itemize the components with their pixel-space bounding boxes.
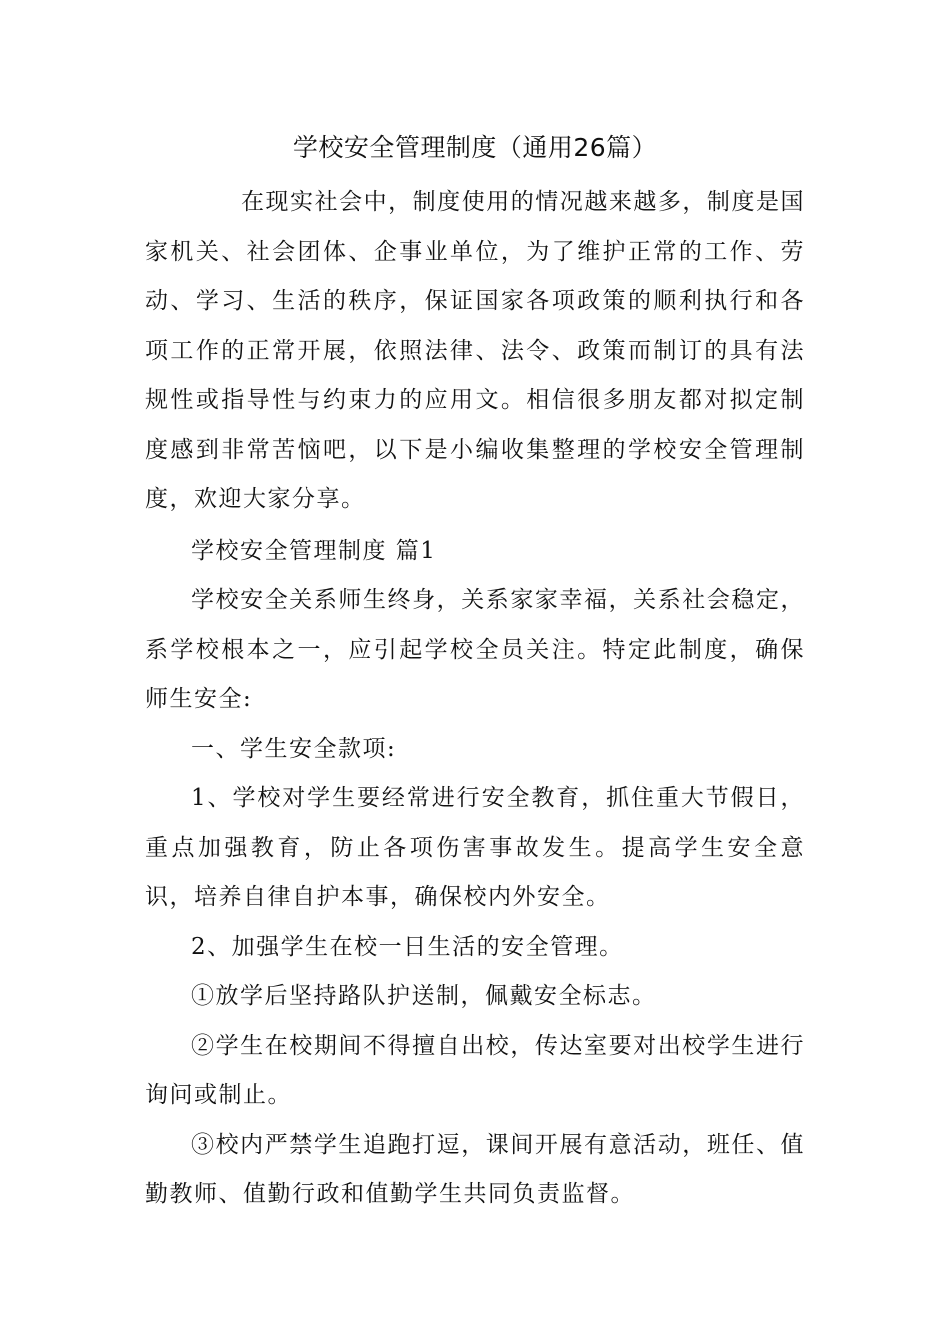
- list-item-1: 1、学校对学生要经常进行安全教育，抓住重大节假日，重点加强教育，防止各项伤害事故发生。提高学生安全意识，培养自律自护本事，确保校内外安全。: [145, 785, 805, 910]
- paragraph-purpose: 学校安全关系师生终身，关系家家幸福，关系社会稳定，系学校根本之一，应引起学校全员关注。特定此制度，确保师生安全:: [145, 587, 805, 712]
- document-body: [145, 178, 805, 1220]
- section-heading-1: 学校安全管理制度 篇1: [191, 537, 437, 564]
- list-item-2: 2、加强学生在校一日生活的安全管理。: [191, 933, 624, 960]
- sub-item-3: ③校内严禁学生追跑打逗，课间开展有意活动，班任、值勤教师、值勤行政和值勤学生共同负责监督。: [145, 1131, 805, 1207]
- sub-item-2: ②学生在校期间不得擅自出校，传达室要对出校学生进行询问或制止。: [145, 1032, 805, 1108]
- document-title: 学校安全管理制度（通用26篇）: [292, 133, 658, 162]
- intro-paragraph: 在现实社会中，制度使用的情况越来越多，制度是国家机关、社会团体、企事业单位，为了维护正常的工作、劳动、学习、生活的秩序，保证国家各项政策的顺利执行和各项工作的正常开展，依照法律、法令、政策而制订的具有法规性或指导性与约束力的应用文。相信很多朋友都对拟定制度感到非常苦恼吧，以下是小编收集整理的学校安全管理制度，欢迎大家分享。: [145, 189, 805, 512]
- sub-item-1: ①放学后坚持路队护送制，佩戴安全标志。: [191, 983, 657, 1009]
- subsection-heading-student-safety: 一、学生安全款项:: [191, 735, 397, 762]
